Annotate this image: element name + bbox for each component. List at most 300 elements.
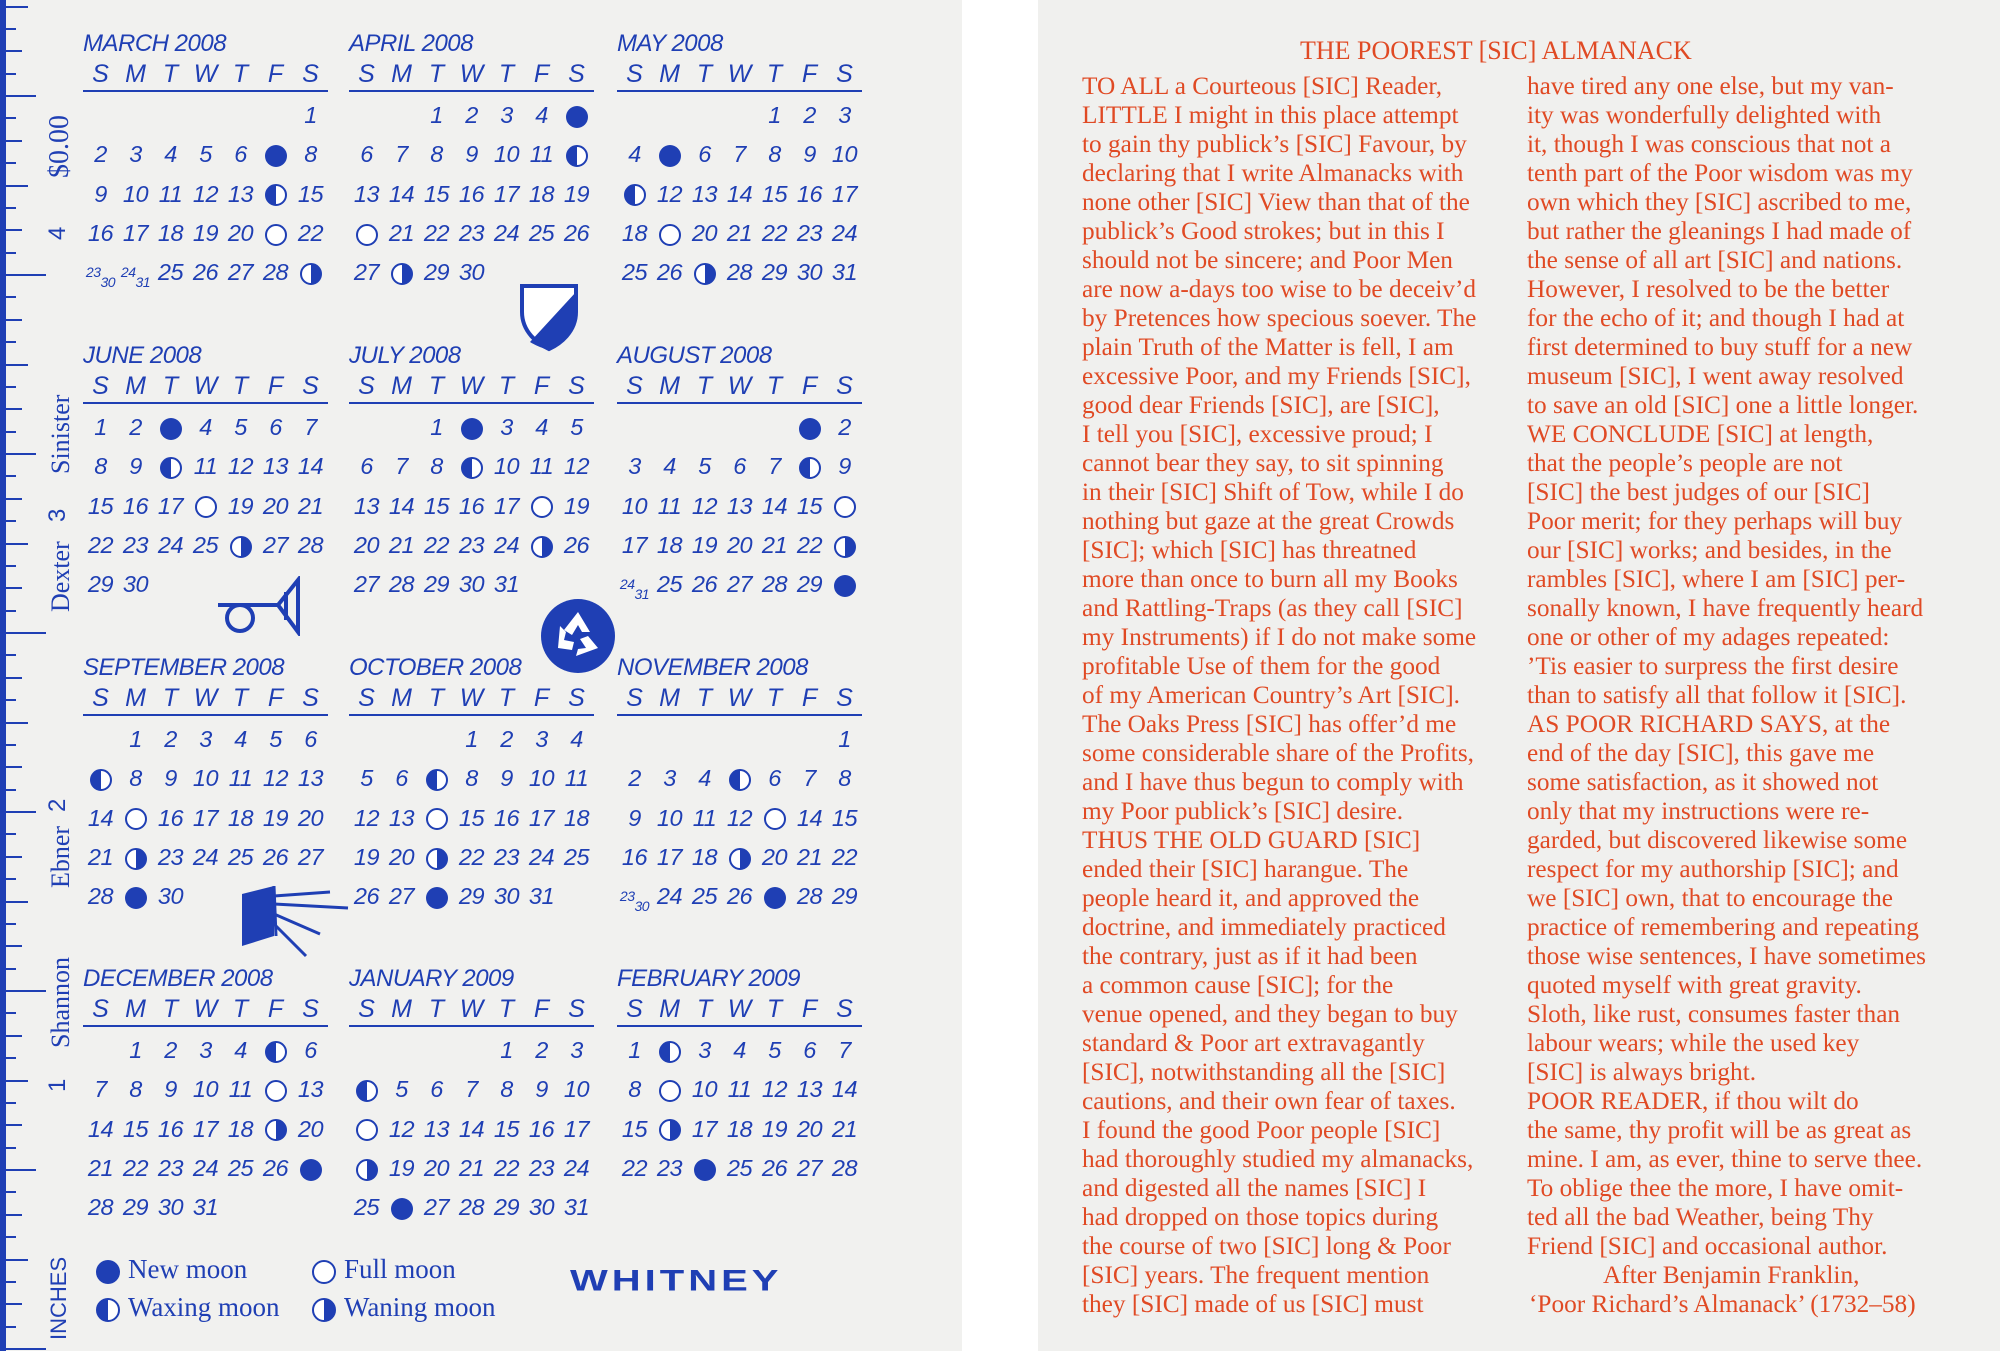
inch-tick bbox=[6, 565, 16, 567]
inch-tick bbox=[6, 6, 28, 8]
day-cell: 25 bbox=[227, 843, 254, 870]
week-row bbox=[349, 214, 594, 253]
weekday-label: F bbox=[801, 60, 818, 88]
day-cell: 19 bbox=[691, 531, 718, 558]
inch-tick bbox=[6, 498, 22, 500]
text-line: and I have thus begun to comply with bbox=[1082, 768, 1464, 796]
day-cell: 11 bbox=[158, 180, 183, 207]
wan-moon-icon bbox=[391, 263, 413, 285]
day-cell bbox=[419, 720, 454, 759]
day-cell: 1 bbox=[94, 414, 107, 440]
month-6 bbox=[83, 654, 328, 916]
text-line: ity was wonderfully delighted with bbox=[1527, 101, 1882, 129]
attribution-line: After Benjamin Franklin, bbox=[1603, 1261, 1860, 1289]
day-cell: 23 bbox=[458, 531, 485, 558]
day-cell: 17 bbox=[122, 219, 149, 246]
week-row bbox=[617, 720, 862, 759]
day-cell: 9 bbox=[803, 141, 816, 168]
moon-legend-right bbox=[312, 1250, 496, 1326]
day-cell: 24 bbox=[493, 219, 520, 246]
day-cell bbox=[153, 565, 188, 604]
inch-tick bbox=[6, 1102, 16, 1104]
day-cell: 1 bbox=[628, 1037, 641, 1063]
week-row bbox=[617, 447, 862, 486]
day-cell: 4 bbox=[663, 453, 676, 480]
day-cell: 29 bbox=[458, 883, 485, 910]
inch-tick bbox=[6, 475, 16, 477]
full-moon-icon bbox=[356, 224, 378, 246]
week-row bbox=[617, 1070, 862, 1109]
weekday-label: M bbox=[125, 684, 146, 712]
day-cell: 21 bbox=[761, 531, 788, 558]
day-cell: 9 bbox=[838, 453, 851, 480]
day-cell bbox=[349, 96, 384, 135]
weekday-label: T bbox=[696, 684, 713, 712]
weekday-header bbox=[83, 58, 328, 92]
inch-tick bbox=[6, 1326, 16, 1328]
day-cell: 13 bbox=[297, 1076, 324, 1103]
inch-tick bbox=[6, 1169, 36, 1171]
day-cell: 7 bbox=[733, 141, 746, 168]
day-cell: 24 bbox=[528, 843, 555, 870]
recycle-icon bbox=[540, 598, 616, 674]
week-row bbox=[349, 526, 594, 565]
day-cell: 12 bbox=[227, 453, 254, 480]
day-cell: 6 bbox=[234, 141, 247, 168]
day-cell: 31 bbox=[493, 571, 520, 598]
day-cell: 16 bbox=[122, 492, 149, 519]
inch-tick bbox=[6, 1124, 22, 1126]
day-cell: 11 bbox=[727, 1076, 752, 1103]
day-cell bbox=[652, 408, 687, 447]
day-cell: 31 bbox=[563, 1194, 590, 1221]
day-cell: 2 bbox=[535, 1037, 548, 1063]
inch-tick bbox=[6, 1281, 16, 1283]
day-cell: 5 bbox=[269, 726, 282, 752]
day-cell: 13 bbox=[297, 765, 324, 792]
day-cell: 20 bbox=[423, 1154, 450, 1181]
day-cell: 11 bbox=[228, 765, 253, 792]
moon-day bbox=[118, 799, 153, 838]
day-cell: 22 bbox=[761, 219, 788, 246]
day-cell: 2 bbox=[803, 102, 816, 128]
day-cell: 3 bbox=[199, 1037, 212, 1063]
day-cell bbox=[722, 720, 757, 759]
new-moon-icon bbox=[426, 887, 448, 909]
day-cell: 14 bbox=[297, 453, 324, 480]
wax-moon-icon bbox=[265, 1041, 287, 1063]
day-cell: 7 bbox=[395, 141, 408, 168]
week-row bbox=[83, 214, 328, 253]
weekday-label: T bbox=[162, 60, 179, 88]
day-cell: 30 bbox=[157, 883, 184, 910]
inch-tick bbox=[6, 923, 16, 925]
day-cell: 17 bbox=[493, 492, 520, 519]
day-cell: 13 bbox=[726, 492, 753, 519]
day-cell bbox=[118, 96, 153, 135]
full-moon-icon bbox=[531, 496, 553, 518]
day-cell bbox=[384, 720, 419, 759]
moon-day bbox=[349, 1110, 384, 1149]
text-line: venue opened, and they began to buy bbox=[1082, 1000, 1458, 1028]
day-cell bbox=[223, 96, 258, 135]
text-line: than to satisfy all that follow it [SIC]. bbox=[1527, 681, 1907, 709]
day-cell: 8 bbox=[129, 1076, 142, 1103]
day-cell: 23 bbox=[458, 219, 485, 246]
day-cell: 25 bbox=[227, 1154, 254, 1181]
double-day: $^{23}_{30}$ bbox=[85, 264, 116, 291]
day-cell: 7 bbox=[94, 1076, 107, 1103]
weekday-label: M bbox=[659, 995, 680, 1023]
day-cell: 23 bbox=[656, 1154, 683, 1181]
moon-day bbox=[652, 1031, 687, 1070]
day-cell: 10 bbox=[493, 453, 520, 480]
day-cell: 10 bbox=[563, 1076, 590, 1103]
weekday-label: W bbox=[727, 372, 752, 400]
day-cell: 1 bbox=[129, 1037, 142, 1063]
new-moon-icon bbox=[764, 887, 786, 909]
inch-tick bbox=[6, 789, 16, 791]
inch-tick bbox=[6, 453, 36, 455]
ruler-name-shannon: Shannon bbox=[46, 957, 75, 1048]
day-cell: 20 bbox=[691, 219, 718, 246]
inch-tick bbox=[6, 364, 28, 366]
inch-tick bbox=[6, 811, 36, 813]
inch-tick bbox=[6, 833, 16, 835]
day-cell: 1 bbox=[304, 102, 317, 128]
day-cell bbox=[258, 96, 293, 135]
text-line: [SIC] the best judges of our [SIC] bbox=[1527, 478, 1870, 506]
day-cell bbox=[349, 1031, 384, 1070]
text-line: practice of remembering and repeating bbox=[1527, 913, 1919, 941]
text-line: However, I resolved to be the better bbox=[1527, 275, 1890, 303]
weekday-label: M bbox=[659, 60, 680, 88]
text-line: publick’s Good strokes; but in this I bbox=[1082, 217, 1445, 245]
week-row bbox=[617, 1110, 862, 1149]
moon-day bbox=[419, 877, 454, 916]
day-cell: 2 bbox=[164, 726, 177, 752]
inch-tick bbox=[6, 543, 28, 545]
day-cell: 30 bbox=[493, 883, 520, 910]
day-cell: 9 bbox=[535, 1076, 548, 1103]
inch-number-4: 4 bbox=[44, 226, 71, 240]
text-line: my Poor publick’s [SIC] desire. bbox=[1082, 797, 1404, 825]
day-cell: 6 bbox=[698, 141, 711, 168]
day-cell: 26 bbox=[192, 259, 219, 286]
weekday-label: F bbox=[801, 372, 818, 400]
weekday-label: S bbox=[568, 995, 585, 1023]
day-cell: 11 bbox=[692, 804, 717, 831]
weekday-label: S bbox=[302, 995, 319, 1023]
inch-tick bbox=[6, 319, 22, 321]
horn-icon bbox=[218, 576, 308, 636]
day-cell: 26 bbox=[262, 843, 289, 870]
day-cell: 16 bbox=[87, 219, 114, 246]
day-cell: 14 bbox=[87, 1115, 114, 1142]
weekday-label: M bbox=[125, 372, 146, 400]
day-cell: 1 bbox=[129, 726, 142, 752]
text-line: some considerable share of the Profits, bbox=[1082, 739, 1474, 767]
day-cell: 19 bbox=[761, 1115, 788, 1142]
text-line: [SIC], notwithstanding all the [SIC] bbox=[1082, 1058, 1446, 1086]
inch-tick bbox=[6, 1236, 16, 1238]
week-row bbox=[349, 135, 594, 174]
day-cell: 28 bbox=[831, 1154, 858, 1181]
day-cell bbox=[757, 1188, 792, 1227]
text-line: people heard it, and approved the bbox=[1082, 884, 1420, 912]
day-cell: 18 bbox=[227, 1115, 254, 1142]
day-cell: 15 bbox=[761, 180, 788, 207]
inch-tick bbox=[6, 185, 28, 187]
text-line: quoted myself with great gravity. bbox=[1527, 971, 1862, 999]
moon-day bbox=[188, 487, 223, 526]
text-line: I tell you [SIC], excessive proud; I bbox=[1082, 420, 1433, 448]
text-line: the course of two [SIC] long & Poor bbox=[1082, 1232, 1451, 1260]
waning-moon-icon bbox=[312, 1298, 336, 1322]
day-cell: 29 bbox=[493, 1194, 520, 1221]
day-cell: 28 bbox=[726, 259, 753, 286]
inch-tick bbox=[6, 28, 16, 30]
day-cell: 11 bbox=[228, 1076, 253, 1103]
day-cell: 19 bbox=[563, 492, 590, 519]
day-cell: 11 bbox=[529, 141, 554, 168]
day-cell: 3 bbox=[129, 141, 142, 168]
wax-moon-icon bbox=[461, 457, 483, 479]
month-0 bbox=[83, 30, 328, 292]
moon-day bbox=[652, 1070, 687, 1109]
day-cell: 11 bbox=[193, 453, 218, 480]
day-cell: 27 bbox=[423, 1194, 450, 1221]
moon-day bbox=[258, 1031, 293, 1070]
day-cell: 22 bbox=[796, 531, 823, 558]
week-row bbox=[617, 1188, 862, 1227]
day-cell: 28 bbox=[458, 1194, 485, 1221]
week-row bbox=[349, 877, 594, 916]
day-cell: 20 bbox=[796, 1115, 823, 1142]
wan-moon-icon bbox=[265, 1119, 287, 1141]
ruler-name-sinister: Sinister bbox=[46, 394, 75, 474]
week-row bbox=[617, 487, 862, 526]
day-cell: 15 bbox=[621, 1115, 648, 1142]
moon-day bbox=[258, 1110, 293, 1149]
day-cell bbox=[652, 96, 687, 135]
weekday-label: M bbox=[125, 60, 146, 88]
day-cell: 25 bbox=[656, 571, 683, 598]
moon-day bbox=[792, 408, 827, 447]
day-cell: 21 bbox=[796, 843, 823, 870]
day-cell: 29 bbox=[796, 571, 823, 598]
weekday-label: S bbox=[302, 684, 319, 712]
day-cell: 12 bbox=[192, 180, 219, 207]
moon-day bbox=[559, 135, 594, 174]
day-cell: 4 bbox=[535, 102, 548, 128]
inch-tick bbox=[6, 95, 36, 97]
weekday-label: T bbox=[766, 995, 783, 1023]
week-row bbox=[83, 799, 328, 838]
weekday-label: W bbox=[459, 60, 484, 88]
mm-ruler bbox=[878, 0, 962, 1351]
day-cell: 25 bbox=[691, 883, 718, 910]
inch-tick bbox=[6, 1035, 22, 1037]
day-cell: 14 bbox=[831, 1076, 858, 1103]
inch-tick bbox=[6, 856, 22, 858]
inch-tick bbox=[6, 408, 22, 410]
wan-moon-icon bbox=[531, 536, 553, 558]
text-line: we [SIC] own, that to encourage the bbox=[1527, 884, 1893, 912]
day-cell: 3 bbox=[838, 102, 851, 128]
day-cell: 1 bbox=[768, 102, 781, 128]
day-cell: 30 bbox=[458, 259, 485, 286]
double-day: $^{23}_{30}$ bbox=[619, 888, 650, 915]
text-line: AS POOR RICHARD SAYS, at the bbox=[1527, 710, 1891, 738]
day-cell: 26 bbox=[563, 219, 590, 246]
week-row bbox=[83, 1188, 328, 1227]
text-line: plain Truth of the Matter is fell, I am bbox=[1082, 333, 1454, 361]
text-line: declaring that I write Almanacks with bbox=[1082, 159, 1464, 187]
day-cell: 17 bbox=[528, 804, 555, 831]
day-cell: 21 bbox=[87, 843, 114, 870]
weekday-label: M bbox=[659, 684, 680, 712]
inch-tick bbox=[6, 162, 16, 164]
full-moon-icon bbox=[834, 496, 856, 518]
week-row bbox=[83, 720, 328, 759]
weekday-label: S bbox=[92, 995, 109, 1023]
moon-day bbox=[293, 253, 328, 302]
day-cell: 10 bbox=[192, 765, 219, 792]
weekday-label: S bbox=[626, 995, 643, 1023]
text-line: Sloth, like rust, consumes faster than bbox=[1527, 1000, 1901, 1028]
text-line: To oblige thee the more, I have omit- bbox=[1527, 1174, 1904, 1202]
weekday-label: T bbox=[162, 372, 179, 400]
week-row bbox=[617, 526, 862, 565]
week-row bbox=[349, 175, 594, 214]
day-cell: 25 bbox=[726, 1154, 753, 1181]
weekday-label: S bbox=[92, 372, 109, 400]
weekday-label: F bbox=[267, 684, 284, 712]
new-moon-icon bbox=[694, 1159, 716, 1181]
inch-tick bbox=[6, 50, 22, 52]
month-4 bbox=[349, 342, 594, 604]
day-cell bbox=[617, 720, 652, 759]
day-cell: 17 bbox=[691, 1115, 718, 1142]
day-cell bbox=[687, 720, 722, 759]
weekday-header bbox=[83, 993, 328, 1027]
wax-moon-icon bbox=[160, 457, 182, 479]
week-row bbox=[349, 759, 594, 798]
weekday-label: S bbox=[568, 372, 585, 400]
text-line: sonally known, I have frequently heard bbox=[1527, 594, 1924, 622]
day-cell: 17 bbox=[192, 1115, 219, 1142]
day-cell: 1 bbox=[500, 1037, 513, 1063]
text-line: museum [SIC], I went away resolved bbox=[1527, 362, 1904, 390]
legend-new-moon: New moon bbox=[128, 1254, 248, 1284]
weekday-label: W bbox=[459, 372, 484, 400]
day-cell: 5 bbox=[395, 1076, 408, 1103]
day-cell: 14 bbox=[87, 804, 114, 831]
day-cell: 3 bbox=[500, 102, 513, 128]
day-cell: 29 bbox=[761, 259, 788, 286]
day-cell: 23 bbox=[796, 219, 823, 246]
week-row bbox=[83, 175, 328, 214]
moon-day bbox=[118, 838, 153, 877]
inch-tick bbox=[6, 341, 16, 343]
day-cell: 21 bbox=[388, 531, 415, 558]
day-cell bbox=[454, 1031, 489, 1070]
text-line: only that my instructions were re- bbox=[1527, 797, 1870, 825]
day-cell: 10 bbox=[691, 1076, 718, 1103]
text-line: that the people’s people are not bbox=[1527, 449, 1843, 477]
weekday-label: W bbox=[193, 372, 218, 400]
day-cell: 23 bbox=[493, 843, 520, 870]
month-title: MAY 2008 bbox=[617, 30, 723, 57]
day-cell: 8 bbox=[430, 453, 443, 480]
day-cell: 15 bbox=[493, 1115, 520, 1142]
weekday-label: T bbox=[428, 995, 445, 1023]
weekday-header bbox=[617, 993, 862, 1027]
month-title: JUNE 2008 bbox=[83, 342, 202, 369]
weekday-label: W bbox=[459, 684, 484, 712]
weekday-label: M bbox=[391, 995, 412, 1023]
legend-waning-moon: Waning moon bbox=[344, 1292, 496, 1322]
text-line: end of the day [SIC], this gave me bbox=[1527, 739, 1875, 767]
weekday-label: T bbox=[696, 372, 713, 400]
weekday-label: M bbox=[391, 60, 412, 88]
weekday-label: T bbox=[766, 60, 783, 88]
weekday-label: F bbox=[533, 684, 550, 712]
inch-tick bbox=[6, 274, 46, 276]
day-cell: 22 bbox=[423, 531, 450, 558]
inch-tick bbox=[6, 140, 22, 142]
day-cell: 5 bbox=[698, 453, 711, 480]
moon-day bbox=[559, 96, 594, 135]
day-cell: 23 bbox=[528, 1154, 555, 1181]
day-cell: 6 bbox=[733, 453, 746, 480]
text-line: the contrary, just as if it had been bbox=[1082, 942, 1418, 970]
text-line: garded, but discovered likewise some bbox=[1527, 826, 1908, 854]
day-cell: 16 bbox=[528, 1115, 555, 1142]
text-line: in their [SIC] Shift of Tow, while I do bbox=[1082, 478, 1464, 506]
weekday-label: F bbox=[533, 60, 550, 88]
day-cell: 25 bbox=[621, 259, 648, 286]
moon-day bbox=[524, 487, 559, 526]
day-cell bbox=[757, 720, 792, 759]
day-cell: 16 bbox=[493, 804, 520, 831]
day-cell: 15 bbox=[796, 492, 823, 519]
text-line: excessive Poor, and my Friends [SIC], bbox=[1082, 362, 1471, 390]
inch-tick bbox=[6, 1057, 16, 1059]
day-cell: 18 bbox=[691, 843, 718, 870]
moon-day bbox=[827, 565, 862, 614]
weekday-label: M bbox=[391, 684, 412, 712]
wax-moon-icon bbox=[624, 184, 646, 206]
day-cell: 31 bbox=[528, 883, 555, 910]
week-row bbox=[83, 526, 328, 565]
day-cell: 26 bbox=[262, 1154, 289, 1181]
day-cell: 28 bbox=[796, 883, 823, 910]
day-cell: 3 bbox=[535, 726, 548, 752]
weekday-label: T bbox=[162, 995, 179, 1023]
full-moon-icon bbox=[764, 808, 786, 830]
week-row bbox=[617, 838, 862, 877]
day-cell: 7 bbox=[395, 453, 408, 480]
day-cell: 27 bbox=[726, 571, 753, 598]
weekday-label: S bbox=[358, 684, 375, 712]
day-cell: 17 bbox=[563, 1115, 590, 1142]
day-cell: 5 bbox=[199, 141, 212, 168]
text-line: none other [SIC] View than that of the bbox=[1082, 188, 1470, 216]
new-moon-icon bbox=[461, 418, 483, 440]
day-cell: 16 bbox=[157, 1115, 184, 1142]
